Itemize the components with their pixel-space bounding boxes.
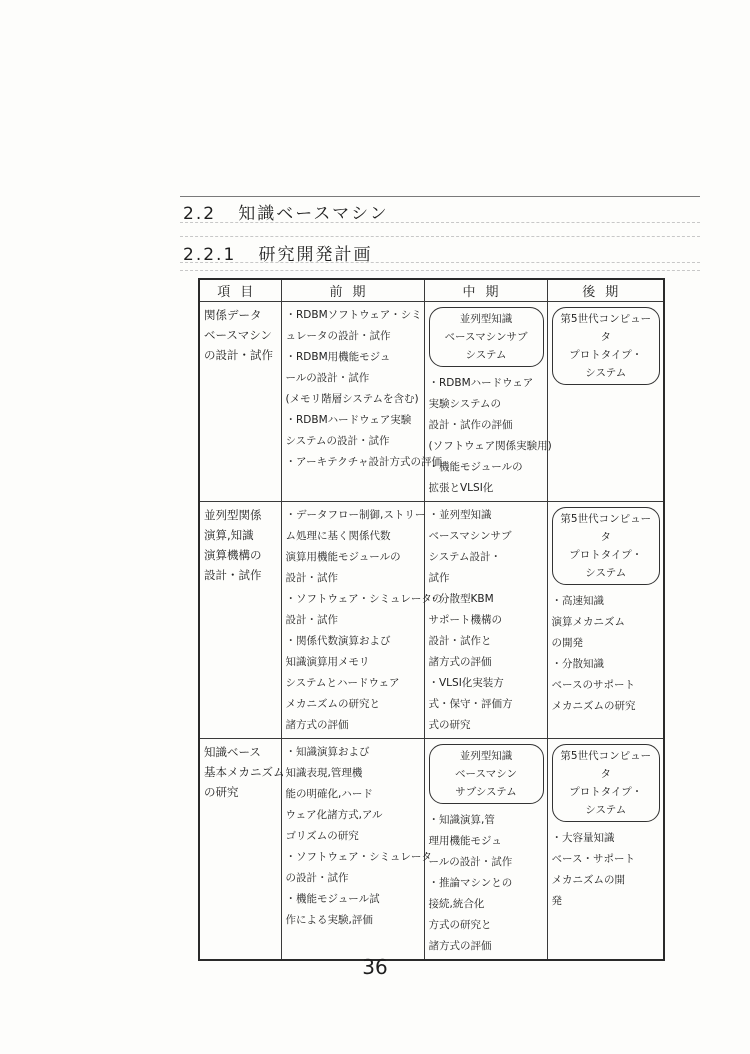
cell-late [547, 302, 664, 502]
early-line: ム処理に基く関係代数 [285, 530, 391, 542]
mid-line: システム設計・ [428, 551, 501, 563]
mid-line: サポート機構の [428, 614, 502, 626]
late-line: ・高速知識 [551, 595, 604, 607]
late-target-box [552, 507, 661, 585]
late-target-box-line: システム [585, 367, 627, 379]
cell-late [547, 502, 664, 739]
early-line: ・アーキテクチャ設計方式の評価 [285, 456, 442, 468]
mid-target-box-line: システム [465, 349, 507, 361]
mid-line: 諸方式の評価 [428, 940, 492, 952]
section-number: 2.2 [183, 204, 217, 224]
item-line: の設計・試作 [204, 348, 273, 362]
cell-early [281, 302, 442, 502]
page-number: 36 [362, 955, 388, 979]
subsection-number: 2.2.1 [183, 245, 237, 265]
mid-target-box-line: 並列型知識 [459, 750, 513, 762]
mid-line: 理用機能モジュ [428, 835, 502, 847]
subsection-heading [183, 240, 372, 265]
table-row [199, 502, 664, 739]
table-header-row [199, 279, 664, 302]
mid-target-box-line: ベースマシン [454, 768, 517, 780]
item-line: 並列型関係 [204, 508, 262, 522]
header-early: 前期 [281, 279, 424, 302]
late-line: メカニズムの研究 [551, 700, 636, 712]
mid-line: ベースマシンサブ [428, 530, 512, 542]
early-line: ・知識演算および [285, 746, 370, 758]
rule-line [180, 236, 700, 237]
early-line: メカニズムの研究と [285, 698, 380, 710]
early-line: システムとハードウェア [285, 677, 400, 689]
item-line: 設計・試作 [204, 568, 262, 582]
late-line: メカニズムの開 [551, 874, 625, 886]
table-row [199, 302, 664, 502]
section-title: 知識ベースマシン [238, 204, 389, 224]
research-plan-table [198, 278, 665, 961]
late-line: 演算メカニズム [551, 616, 625, 628]
item-line: 知識ベース [204, 745, 261, 759]
cell-mid [424, 739, 547, 961]
mid-line: ・VLSI化実装方 [428, 677, 504, 689]
mid-target-box [429, 744, 544, 804]
mid-line: 諸方式の評価 [428, 656, 492, 668]
late-line: の開発 [551, 637, 583, 649]
item-line: 演算,知識 [204, 528, 254, 542]
early-line: ゴリズムの研究 [285, 830, 359, 842]
cell-mid [424, 502, 547, 739]
item-line: の研究 [204, 785, 239, 799]
mid-target-box-line: ベースマシンサブ [444, 331, 528, 343]
mid-line: ・並列型知識 [428, 509, 492, 521]
mid-line: 式の研究 [428, 719, 471, 731]
section-heading [183, 199, 389, 224]
late-target-box-line: 第5世代コンピュータ [560, 750, 652, 780]
header-item: 項目 [199, 279, 281, 302]
item-line: 基本メカニズム [204, 765, 285, 779]
mid-line: ・知識演算,管 [428, 814, 495, 826]
early-line: 能の明確化,ハード [285, 788, 373, 800]
item-line: 関係データ [204, 308, 262, 322]
mid-line: 拡張とVLSI化 [428, 482, 494, 494]
header-late: 後期 [547, 279, 664, 302]
cell-mid [424, 302, 552, 502]
early-line: ュレータの設計・試作 [285, 330, 391, 342]
early-line: 作による実験,評価 [285, 914, 373, 926]
early-line: ・関係代数演算および [285, 635, 391, 647]
late-line: ・大容量知識 [551, 832, 615, 844]
early-line: 知識表現,管理機 [285, 767, 363, 779]
rule-line [180, 270, 700, 271]
subsection-title: 研究開発計画 [258, 245, 373, 265]
mid-line: 式・保守・評価方 [428, 698, 513, 710]
early-line: ・ソフトウェア・シミュレータの [285, 593, 443, 605]
early-line: 設計・試作 [285, 572, 338, 584]
early-line: (メモリ階層システムを含む) [285, 393, 419, 405]
late-line: ・分散知識 [551, 658, 604, 670]
mid-line: ・分散型KBM [428, 593, 494, 605]
table-row [199, 739, 664, 961]
cell-item [199, 302, 281, 502]
early-line: ・RDBMハードウェア実験 [285, 414, 412, 426]
late-target-box [552, 744, 661, 822]
mid-line: ールの設計・試作 [428, 856, 513, 868]
late-target-box-line: プロトタイプ・ [569, 349, 643, 361]
cell-item [199, 502, 281, 739]
early-line: システムの設計・試作 [285, 435, 390, 447]
cell-item [199, 739, 285, 961]
early-line: 知識演算用メモリ [285, 656, 370, 668]
mid-line: 実験システムの [428, 398, 501, 410]
early-line: 設計・試作 [285, 614, 338, 626]
early-line: 演算用機能モジュールの [285, 551, 401, 563]
header-mid: 中期 [424, 279, 547, 302]
mid-line: (ソフトウェア関係実験用) [428, 440, 552, 452]
mid-line: 設計・試作の評価 [428, 419, 513, 431]
late-target-box-line: 第5世代コンピュータ [560, 513, 652, 543]
mid-line: ・RDBMハードウェア [428, 377, 534, 389]
early-line: 諸方式の評価 [285, 719, 349, 731]
early-line: ・RDBMソフトウェア・シミ [285, 309, 422, 321]
cell-late [547, 739, 664, 961]
mid-line: 設計・試作と [428, 635, 492, 647]
mid-line: ・機能モジュールの [428, 461, 523, 473]
early-line: ・ソフトウェア・シミュレータ [285, 851, 432, 863]
late-target-box-line: システム [585, 567, 627, 579]
late-line: ベースのサポート [551, 679, 635, 691]
late-target-box-line: システム [585, 804, 627, 816]
mid-line: 方式の研究と [428, 919, 492, 931]
mid-line: 接続,統合化 [428, 898, 485, 910]
late-target-box-line: 第5世代コンピュータ [560, 313, 652, 343]
early-line: ・機能モジュール試 [285, 893, 380, 905]
mid-target-box [429, 307, 544, 367]
late-target-box-line: プロトタイプ・ [569, 786, 643, 798]
early-line: ールの設計・試作 [285, 372, 370, 384]
mid-line: 試作 [428, 572, 450, 584]
early-line: ウェア化諸方式,アル [285, 809, 383, 821]
item-line: ベースマシン [204, 328, 272, 342]
late-line: 発 [551, 895, 562, 907]
late-target-box [552, 307, 661, 385]
early-line: ・データフロー制御,ストリー [285, 509, 426, 521]
mid-target-box-line: 並列型知識 [459, 313, 513, 325]
early-line: の設計・試作 [285, 872, 349, 884]
mid-target-box-line: サブシステム [455, 786, 517, 798]
late-line: ベース・サポート [551, 853, 635, 865]
cell-early [281, 739, 432, 961]
cell-early [281, 502, 443, 739]
rule-line [180, 196, 700, 197]
mid-line: ・推論マシンとの [428, 877, 513, 889]
item-line: 演算機構の [204, 548, 262, 562]
early-line: ・RDBM用機能モジュ [285, 351, 391, 363]
late-target-box-line: プロトタイプ・ [569, 549, 643, 561]
